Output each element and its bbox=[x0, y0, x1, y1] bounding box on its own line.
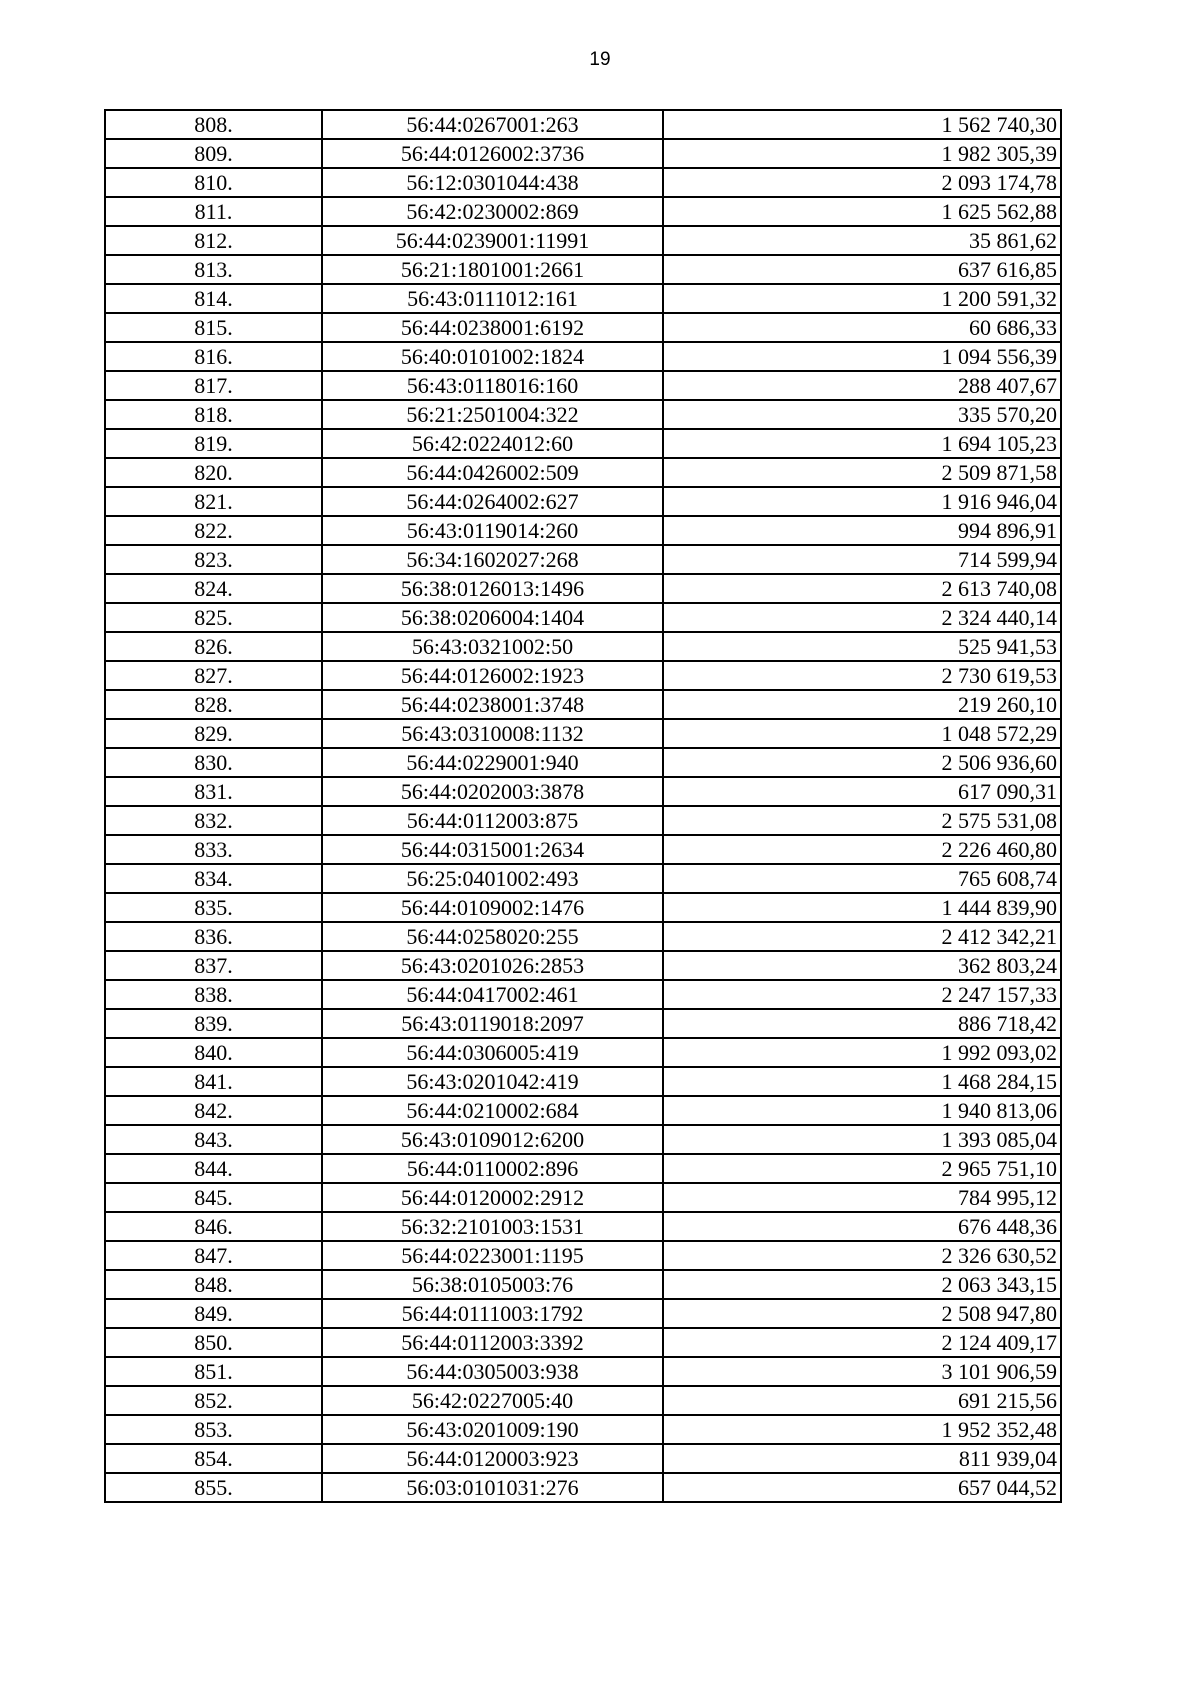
cadastral-number-cell: 56:44:0238001:6192 bbox=[322, 313, 663, 342]
table-row bbox=[105, 922, 1061, 951]
table-row bbox=[105, 1444, 1061, 1473]
table-row bbox=[105, 1299, 1061, 1328]
row-number-cell: 812. bbox=[105, 226, 322, 255]
cadastral-number-cell: 56:44:0258020:255 bbox=[322, 922, 663, 951]
cadastral-value-cell: 617 090,31 bbox=[663, 777, 1061, 806]
table-row bbox=[105, 1473, 1061, 1502]
cadastral-number-cell: 56:43:0109012:6200 bbox=[322, 1125, 663, 1154]
cadastral-value-cell: 1 992 093,02 bbox=[663, 1038, 1061, 1067]
cadastral-value-cell: 1 048 572,29 bbox=[663, 719, 1061, 748]
cadastral-value-cell: 2 613 740,08 bbox=[663, 574, 1061, 603]
cadastral-value-cell: 1 940 813,06 bbox=[663, 1096, 1061, 1125]
cadastral-number-cell: 56:21:2501004:322 bbox=[322, 400, 663, 429]
row-number-cell: 814. bbox=[105, 284, 322, 313]
cadastral-number-cell: 56:38:0206004:1404 bbox=[322, 603, 663, 632]
cadastral-number-cell: 56:44:0264002:627 bbox=[322, 487, 663, 516]
cadastral-value-cell: 1 625 562,88 bbox=[663, 197, 1061, 226]
row-number-cell: 826. bbox=[105, 632, 322, 661]
cadastral-value-cell: 1 694 105,23 bbox=[663, 429, 1061, 458]
table-row bbox=[105, 255, 1061, 284]
table-row bbox=[105, 1415, 1061, 1444]
cadastral-number-cell: 56:42:0224012:60 bbox=[322, 429, 663, 458]
table-row bbox=[105, 980, 1061, 1009]
cadastral-number-cell: 56:43:0201026:2853 bbox=[322, 951, 663, 980]
cadastral-number-cell: 56:43:0310008:1132 bbox=[322, 719, 663, 748]
cadastral-value-cell: 2 412 342,21 bbox=[663, 922, 1061, 951]
row-number-cell: 808. bbox=[105, 110, 322, 139]
cadastral-number-cell: 56:03:0101031:276 bbox=[322, 1473, 663, 1502]
cadastral-value-cell: 1 562 740,30 bbox=[663, 110, 1061, 139]
cadastral-value-cell: 657 044,52 bbox=[663, 1473, 1061, 1502]
row-number-cell: 849. bbox=[105, 1299, 322, 1328]
cadastral-value-cell: 60 686,33 bbox=[663, 313, 1061, 342]
cadastral-value-cell: 362 803,24 bbox=[663, 951, 1061, 980]
row-number-cell: 850. bbox=[105, 1328, 322, 1357]
cadastral-value-cell: 691 215,56 bbox=[663, 1386, 1061, 1415]
cadastral-number-cell: 56:43:0201042:419 bbox=[322, 1067, 663, 1096]
cadastral-number-cell: 56:21:1801001:2661 bbox=[322, 255, 663, 284]
cadastral-value-cell: 35 861,62 bbox=[663, 226, 1061, 255]
row-number-cell: 809. bbox=[105, 139, 322, 168]
row-number-cell: 852. bbox=[105, 1386, 322, 1415]
table-row bbox=[105, 429, 1061, 458]
cadastral-value-cell: 3 101 906,59 bbox=[663, 1357, 1061, 1386]
cadastral-value-cell: 2 509 871,58 bbox=[663, 458, 1061, 487]
page-number: 19 bbox=[589, 49, 611, 70]
table-body bbox=[105, 110, 1061, 1502]
table-row bbox=[105, 632, 1061, 661]
row-number-cell: 843. bbox=[105, 1125, 322, 1154]
cadastral-number-cell: 56:25:0401002:493 bbox=[322, 864, 663, 893]
row-number-cell: 842. bbox=[105, 1096, 322, 1125]
table-row bbox=[105, 1125, 1061, 1154]
row-number-cell: 819. bbox=[105, 429, 322, 458]
row-number-cell: 838. bbox=[105, 980, 322, 1009]
cadastral-number-cell: 56:12:0301044:438 bbox=[322, 168, 663, 197]
table-row bbox=[105, 1038, 1061, 1067]
cadastral-number-cell: 56:43:0111012:161 bbox=[322, 284, 663, 313]
table-row bbox=[105, 1357, 1061, 1386]
table-row bbox=[105, 516, 1061, 545]
cadastral-value-cell: 1 982 305,39 bbox=[663, 139, 1061, 168]
row-number-cell: 833. bbox=[105, 835, 322, 864]
table-row bbox=[105, 1096, 1061, 1125]
cadastral-number-cell: 56:38:0126013:1496 bbox=[322, 574, 663, 603]
table-row bbox=[105, 1270, 1061, 1299]
table-row bbox=[105, 342, 1061, 371]
cadastral-value-cell: 1 468 284,15 bbox=[663, 1067, 1061, 1096]
cadastral-number-cell: 56:32:2101003:1531 bbox=[322, 1212, 663, 1241]
table-row bbox=[105, 487, 1061, 516]
cadastral-number-cell: 56:44:0426002:509 bbox=[322, 458, 663, 487]
cadastral-number-cell: 56:44:0305003:938 bbox=[322, 1357, 663, 1386]
row-number-cell: 822. bbox=[105, 516, 322, 545]
row-number-cell: 820. bbox=[105, 458, 322, 487]
cadastral-number-cell: 56:44:0229001:940 bbox=[322, 748, 663, 777]
cadastral-value-cell: 784 995,12 bbox=[663, 1183, 1061, 1212]
cadastral-value-cell: 1 916 946,04 bbox=[663, 487, 1061, 516]
cadastral-number-cell: 56:42:0227005:40 bbox=[322, 1386, 663, 1415]
row-number-cell: 832. bbox=[105, 806, 322, 835]
cadastral-number-cell: 56:44:0417002:461 bbox=[322, 980, 663, 1009]
cadastral-number-cell: 56:44:0112003:875 bbox=[322, 806, 663, 835]
cadastral-value-cell: 2 247 157,33 bbox=[663, 980, 1061, 1009]
cadastral-value-cell: 2 326 630,52 bbox=[663, 1241, 1061, 1270]
cadastral-value-cell: 1 200 591,32 bbox=[663, 284, 1061, 313]
cadastral-number-cell: 56:43:0201009:190 bbox=[322, 1415, 663, 1444]
cadastral-number-cell: 56:44:0126002:1923 bbox=[322, 661, 663, 690]
cadastral-number-cell: 56:44:0120003:923 bbox=[322, 1444, 663, 1473]
cadastral-value-cell: 2 226 460,80 bbox=[663, 835, 1061, 864]
cadastral-value-cell: 637 616,85 bbox=[663, 255, 1061, 284]
cadastral-number-cell: 56:44:0202003:3878 bbox=[322, 777, 663, 806]
cadastral-value-cell: 2 063 343,15 bbox=[663, 1270, 1061, 1299]
cadastral-number-cell: 56:44:0306005:419 bbox=[322, 1038, 663, 1067]
row-number-cell: 827. bbox=[105, 661, 322, 690]
table-row bbox=[105, 313, 1061, 342]
table-row bbox=[105, 893, 1061, 922]
table-row bbox=[105, 1009, 1061, 1038]
row-number-cell: 815. bbox=[105, 313, 322, 342]
row-number-cell: 853. bbox=[105, 1415, 322, 1444]
table-row bbox=[105, 1183, 1061, 1212]
cadastral-value-cell: 1 393 085,04 bbox=[663, 1125, 1061, 1154]
row-number-cell: 840. bbox=[105, 1038, 322, 1067]
cadastral-value-cell: 765 608,74 bbox=[663, 864, 1061, 893]
table-row bbox=[105, 719, 1061, 748]
row-number-cell: 854. bbox=[105, 1444, 322, 1473]
table-row bbox=[105, 1328, 1061, 1357]
cadastral-value-cell: 2 124 409,17 bbox=[663, 1328, 1061, 1357]
cadastral-value-cell: 2 324 440,14 bbox=[663, 603, 1061, 632]
table-row bbox=[105, 1386, 1061, 1415]
row-number-cell: 835. bbox=[105, 893, 322, 922]
table-row bbox=[105, 226, 1061, 255]
table-row bbox=[105, 574, 1061, 603]
table-row bbox=[105, 400, 1061, 429]
row-number-cell: 829. bbox=[105, 719, 322, 748]
cadastral-value-cell: 886 718,42 bbox=[663, 1009, 1061, 1038]
cadastral-value-table bbox=[104, 109, 1062, 1503]
row-number-cell: 818. bbox=[105, 400, 322, 429]
row-number-cell: 825. bbox=[105, 603, 322, 632]
cadastral-number-cell: 56:44:0111003:1792 bbox=[322, 1299, 663, 1328]
cadastral-number-cell: 56:44:0112003:3392 bbox=[322, 1328, 663, 1357]
cadastral-number-cell: 56:44:0223001:1195 bbox=[322, 1241, 663, 1270]
cadastral-number-cell: 56:42:0230002:869 bbox=[322, 197, 663, 226]
cadastral-number-cell: 56:44:0315001:2634 bbox=[322, 835, 663, 864]
row-number-cell: 846. bbox=[105, 1212, 322, 1241]
table-row bbox=[105, 661, 1061, 690]
row-number-cell: 841. bbox=[105, 1067, 322, 1096]
cadastral-value-cell: 219 260,10 bbox=[663, 690, 1061, 719]
table-row bbox=[105, 168, 1061, 197]
table-row bbox=[105, 110, 1061, 139]
cadastral-value-cell: 676 448,36 bbox=[663, 1212, 1061, 1241]
row-number-cell: 824. bbox=[105, 574, 322, 603]
cadastral-number-cell: 56:44:0120002:2912 bbox=[322, 1183, 663, 1212]
cadastral-value-cell: 2 730 619,53 bbox=[663, 661, 1061, 690]
cadastral-number-cell: 56:44:0109002:1476 bbox=[322, 893, 663, 922]
table-row bbox=[105, 748, 1061, 777]
cadastral-value-cell: 335 570,20 bbox=[663, 400, 1061, 429]
row-number-cell: 813. bbox=[105, 255, 322, 284]
table-row bbox=[105, 777, 1061, 806]
row-number-cell: 847. bbox=[105, 1241, 322, 1270]
table-row bbox=[105, 197, 1061, 226]
row-number-cell: 817. bbox=[105, 371, 322, 400]
cadastral-number-cell: 56:44:0126002:3736 bbox=[322, 139, 663, 168]
table-row bbox=[105, 1241, 1061, 1270]
cadastral-number-cell: 56:43:0119018:2097 bbox=[322, 1009, 663, 1038]
table-row bbox=[105, 545, 1061, 574]
row-number-cell: 844. bbox=[105, 1154, 322, 1183]
row-number-cell: 839. bbox=[105, 1009, 322, 1038]
table-row bbox=[105, 1212, 1061, 1241]
cadastral-number-cell: 56:44:0210002:684 bbox=[322, 1096, 663, 1125]
cadastral-value-cell: 2 508 947,80 bbox=[663, 1299, 1061, 1328]
cadastral-value-cell: 1 952 352,48 bbox=[663, 1415, 1061, 1444]
table-row bbox=[105, 951, 1061, 980]
table-row bbox=[105, 835, 1061, 864]
cadastral-value-cell: 525 941,53 bbox=[663, 632, 1061, 661]
cadastral-number-cell: 56:44:0267001:263 bbox=[322, 110, 663, 139]
row-number-cell: 845. bbox=[105, 1183, 322, 1212]
row-number-cell: 848. bbox=[105, 1270, 322, 1299]
row-number-cell: 828. bbox=[105, 690, 322, 719]
table-row bbox=[105, 864, 1061, 893]
cadastral-number-cell: 56:43:0119014:260 bbox=[322, 516, 663, 545]
cadastral-value-cell: 714 599,94 bbox=[663, 545, 1061, 574]
cadastral-number-cell: 56:40:0101002:1824 bbox=[322, 342, 663, 371]
table-row bbox=[105, 1067, 1061, 1096]
row-number-cell: 810. bbox=[105, 168, 322, 197]
cadastral-value-cell: 2 575 531,08 bbox=[663, 806, 1061, 835]
cadastral-value-cell: 811 939,04 bbox=[663, 1444, 1061, 1473]
table-row bbox=[105, 690, 1061, 719]
table-row bbox=[105, 1154, 1061, 1183]
cadastral-value-cell: 1 094 556,39 bbox=[663, 342, 1061, 371]
cadastral-number-cell: 56:44:0238001:3748 bbox=[322, 690, 663, 719]
cadastral-number-cell: 56:34:1602027:268 bbox=[322, 545, 663, 574]
row-number-cell: 837. bbox=[105, 951, 322, 980]
table-row bbox=[105, 806, 1061, 835]
cadastral-value-cell: 2 093 174,78 bbox=[663, 168, 1061, 197]
cadastral-number-cell: 56:43:0321002:50 bbox=[322, 632, 663, 661]
cadastral-number-cell: 56:44:0239001:11991 bbox=[322, 226, 663, 255]
cadastral-number-cell: 56:44:0110002:896 bbox=[322, 1154, 663, 1183]
table-row bbox=[105, 371, 1061, 400]
row-number-cell: 831. bbox=[105, 777, 322, 806]
row-number-cell: 821. bbox=[105, 487, 322, 516]
cadastral-value-cell: 994 896,91 bbox=[663, 516, 1061, 545]
table-row bbox=[105, 603, 1061, 632]
cadastral-value-cell: 1 444 839,90 bbox=[663, 893, 1061, 922]
row-number-cell: 836. bbox=[105, 922, 322, 951]
row-number-cell: 855. bbox=[105, 1473, 322, 1502]
row-number-cell: 834. bbox=[105, 864, 322, 893]
row-number-cell: 830. bbox=[105, 748, 322, 777]
cadastral-value-cell: 2 965 751,10 bbox=[663, 1154, 1061, 1183]
row-number-cell: 823. bbox=[105, 545, 322, 574]
cadastral-value-cell: 2 506 936,60 bbox=[663, 748, 1061, 777]
cadastral-number-cell: 56:43:0118016:160 bbox=[322, 371, 663, 400]
row-number-cell: 851. bbox=[105, 1357, 322, 1386]
table-row bbox=[105, 139, 1061, 168]
row-number-cell: 816. bbox=[105, 342, 322, 371]
cadastral-value-cell: 288 407,67 bbox=[663, 371, 1061, 400]
table-row bbox=[105, 458, 1061, 487]
row-number-cell: 811. bbox=[105, 197, 322, 226]
cadastral-number-cell: 56:38:0105003:76 bbox=[322, 1270, 663, 1299]
table-row bbox=[105, 284, 1061, 313]
